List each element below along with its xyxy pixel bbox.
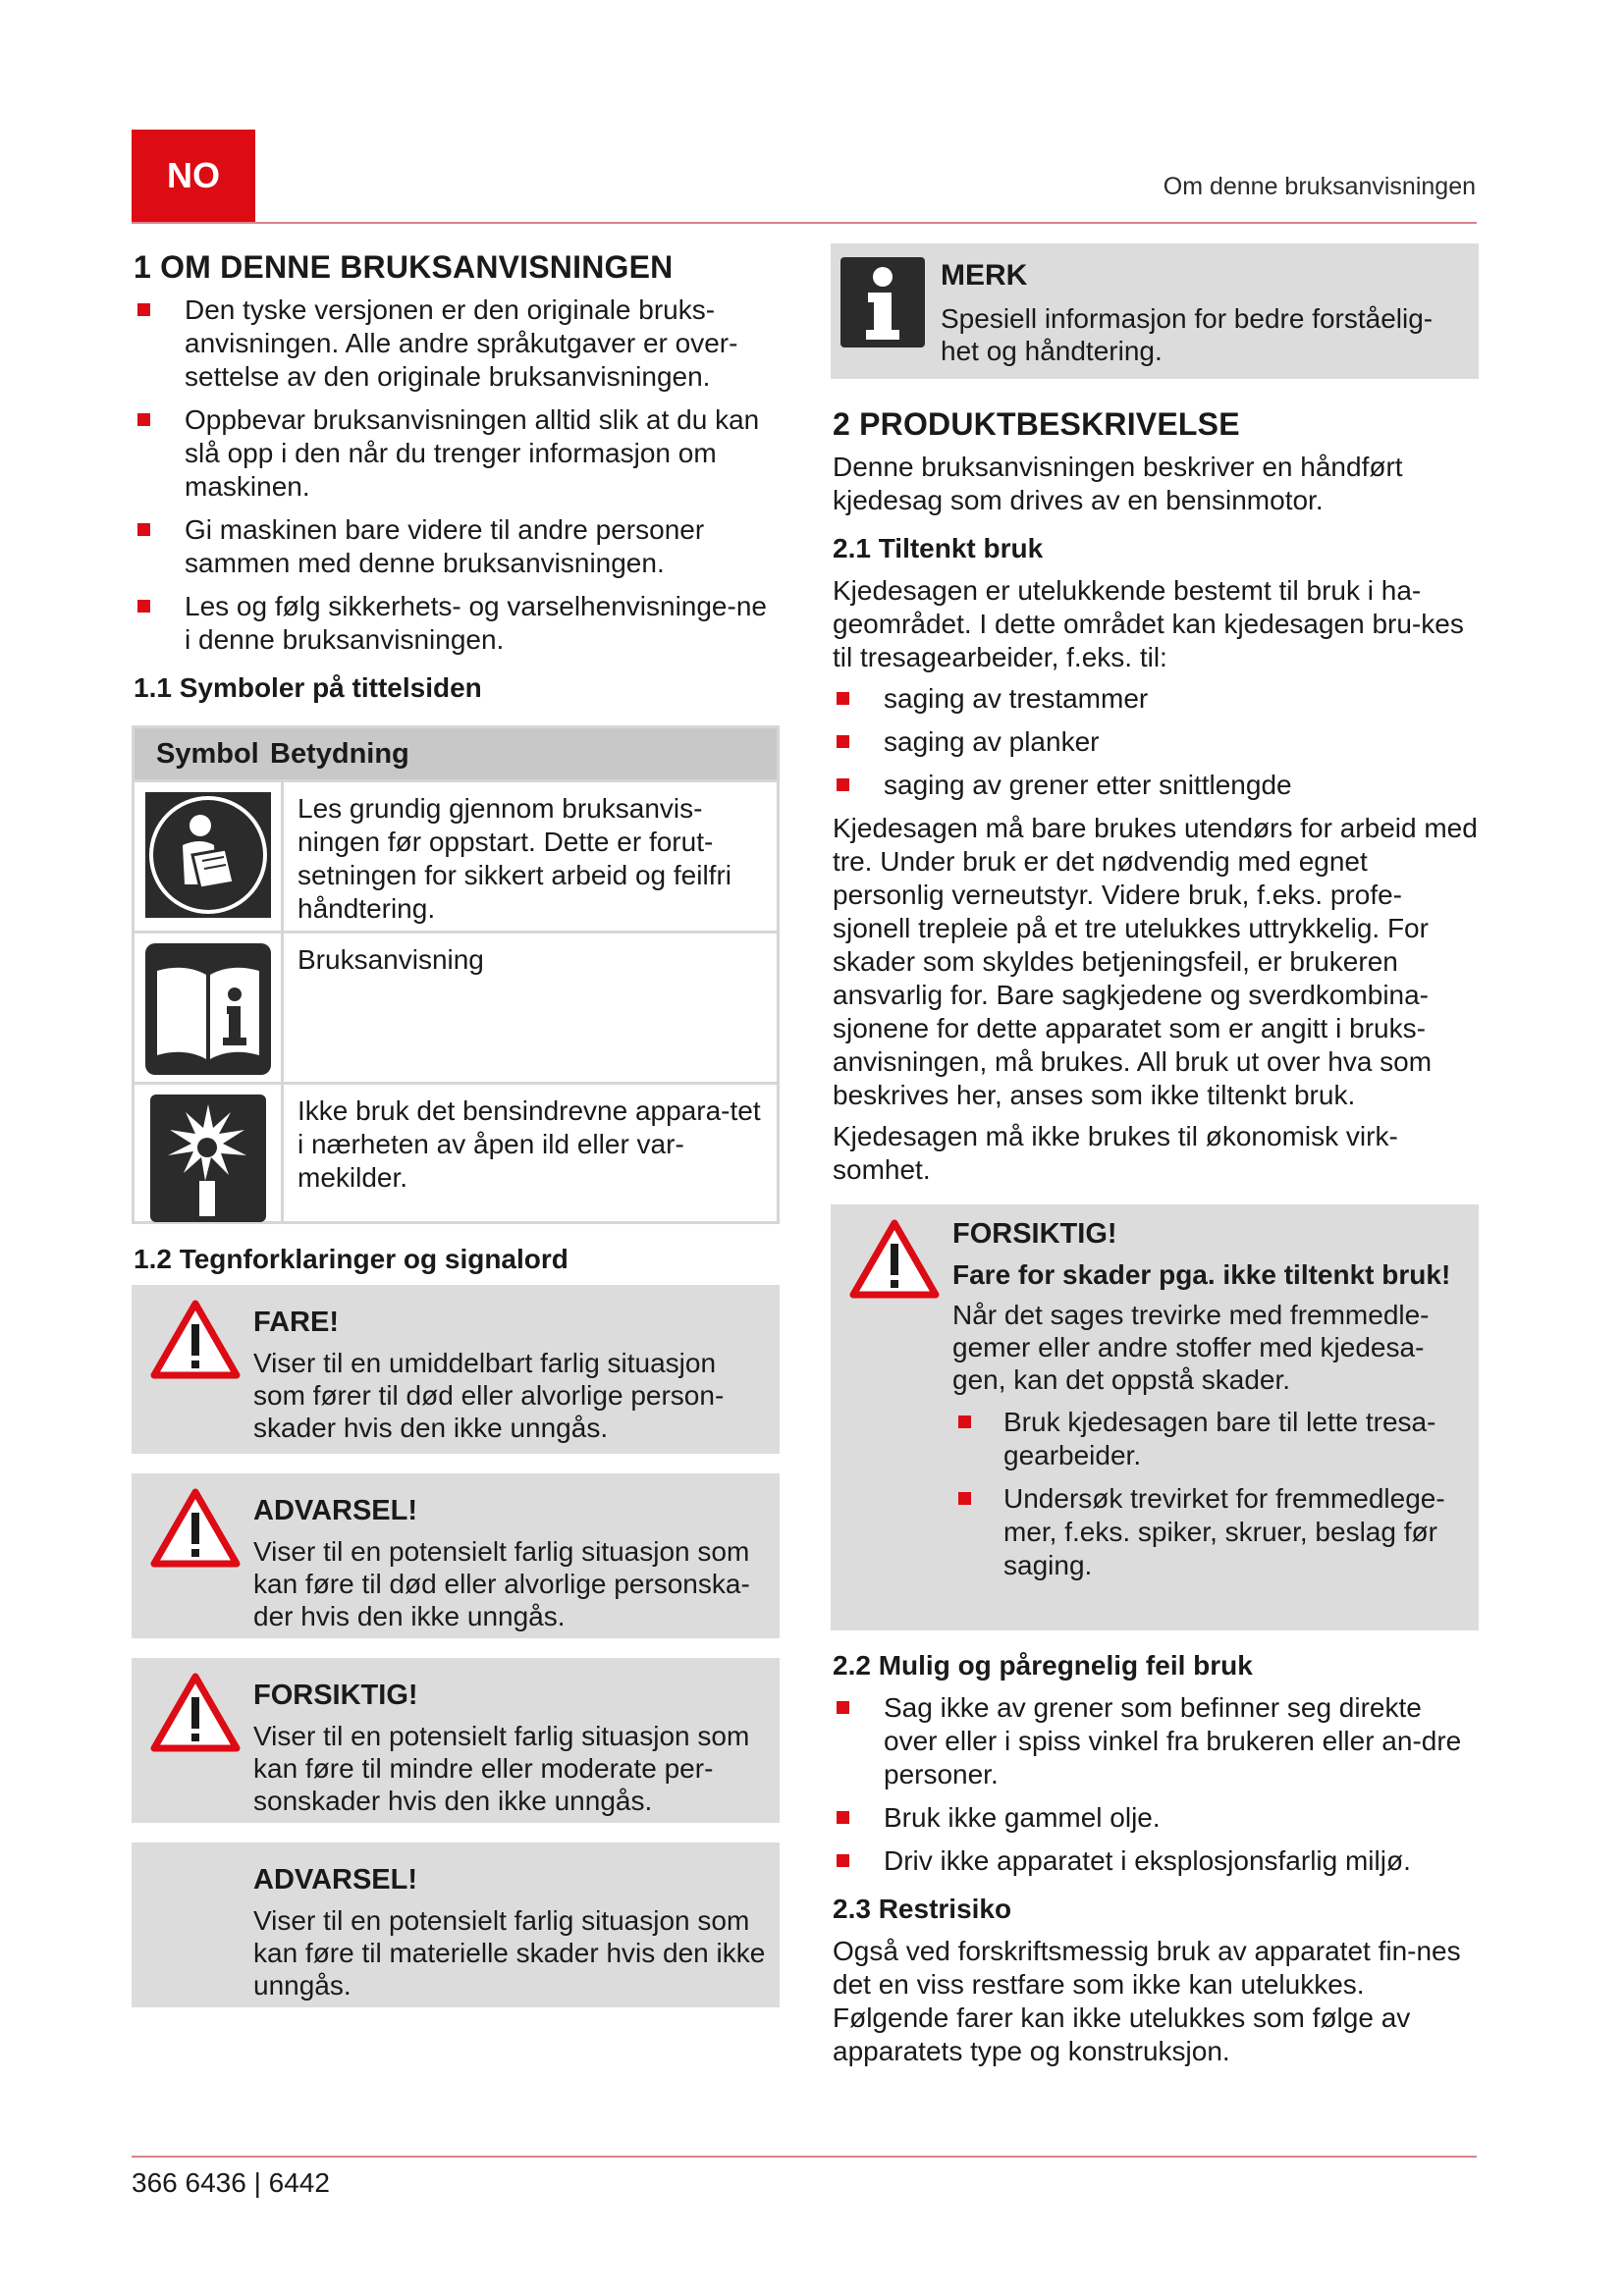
note-box xyxy=(831,243,1479,379)
notice-text: Når det sages trevirke med fremmedle-gemer eller andre stoffer med kjedesa-gen, kan det oppstå skader. xyxy=(952,1300,1430,1395)
read-manual-icon xyxy=(145,792,271,918)
list-item: saging av planker xyxy=(831,725,1479,759)
section-2-intro: Denne bruksanvisningen beskriver en håndført kjedesag som drives av en bensinmotor. xyxy=(833,452,1403,515)
signal-word: FORSIKTIG! xyxy=(253,1680,418,1711)
list-item: saging av trestammer xyxy=(831,682,1479,716)
paragraph: Kjedesagen er utelukkende bestemt til bruk i ha-geområdet. I dette området kan kjedesagen bru-kes til tresagearbeider, f.eks. til: xyxy=(833,575,1464,672)
list-item: Gi maskinen bare videre til andre personer sammen med denne bruksanvisningen. xyxy=(132,513,780,580)
section-1-bullets xyxy=(132,294,780,657)
info-icon xyxy=(840,257,925,347)
section-2-1-title: 2.1 Tiltenkt bruk xyxy=(833,533,1044,563)
notice-bullets xyxy=(952,1406,1465,1582)
warning-triangle-icon xyxy=(150,1299,241,1379)
section-2-3-title: 2.3 Restrisiko xyxy=(833,1894,1012,1924)
section-2-2-title: 2.2 Mulig og påregnelig feil bruk xyxy=(833,1650,1253,1681)
header-meaning: Betydning xyxy=(270,737,409,770)
danger-notice xyxy=(132,1285,780,1454)
notice-text: Viser til en umiddelbart farlig situasjon som fører til død eller alvorlige person-skader hvis den ikke unngås. xyxy=(253,1348,725,1443)
notice-text: Viser til en potensielt farlig situasjon som kan føre til død eller alvorlige personska-der hvis den ikke unngås. xyxy=(253,1536,750,1631)
section-1-1-title: 1.1 Symboler på tittelsiden xyxy=(134,672,482,703)
list-item: Den tyske versjonen er den originale bruks-anvisningen. Alle andre språkutgaver er over-settelse av den originale bruksanvisningen. xyxy=(132,294,780,394)
note-title: MERK xyxy=(941,259,1028,292)
header-rule xyxy=(132,222,1477,224)
misuse-bullets xyxy=(831,1691,1479,1878)
list-item: Les og følg sikkerhets- og varselhenvisninge-ne i denne bruksanvisningen. xyxy=(132,590,780,657)
list-item: saging av grener etter snittlengde xyxy=(831,769,1479,802)
symbol-meaning: Bruksanvisning xyxy=(298,944,484,975)
signal-word: ADVARSEL! xyxy=(253,1495,418,1526)
paragraph: Også ved forskriftsmessig bruk av apparatet fin-nes det en viss restfare som ikke kan utelukkes. Følgende farer kan ikke utelukkes som følge av apparatets type og konstruksjon. xyxy=(833,1936,1461,2066)
no-open-fire-icon xyxy=(150,1095,266,1222)
symbol-table xyxy=(132,725,780,1224)
symbol-meaning: Ikke bruk det bensindrevne appara-tet i nærheten av åpen ild eller var-mekilder. xyxy=(298,1095,761,1193)
signal-word: FORSIKTIG! xyxy=(952,1218,1117,1250)
warning-triangle-icon xyxy=(150,1487,241,1568)
section-2-title: 2 PRODUKTBESKRIVELSE xyxy=(833,406,1240,442)
list-item: Driv ikke apparatet i eksplosjonsfarlig miljø. xyxy=(831,1844,1479,1878)
paragraph: Kjedesagen må bare brukes utendørs for arbeid med tre. Under bruk er det nødvendig med egnet personlig verneutstyr. Videre bruk, f.eks. profe-sjonell trepleie på et tre utelukkes uttrykkelig. For skader som skyldes betjeningsfeil, er brukeren ansvarlig for. Bare sagkjedene og sverdkombina-sjonene for dette apparatet som er angitt i bruks-anvisningen, må brukes. All bruk ut over hva som beskrives her, anses som ikke tiltenkt bruk. xyxy=(833,813,1478,1110)
signal-word: FARE! xyxy=(253,1307,339,1338)
warning-notice xyxy=(132,1473,780,1638)
notice-subtitle: Fare for skader pga. ikke tiltenkt bruk! xyxy=(952,1259,1451,1290)
header-title: Om denne bruksanvisningen xyxy=(1163,173,1476,200)
table-row xyxy=(135,779,777,931)
manual-book-icon xyxy=(145,943,271,1075)
list-item: Undersøk trevirket for fremmedlege-mer, f.eks. spiker, skruer, beslag før saging. xyxy=(952,1482,1465,1582)
document-number: 366 6436 | 6442 xyxy=(132,2167,330,2198)
property-damage-notice xyxy=(132,1842,780,2007)
header-symbol: Symbol xyxy=(156,737,259,770)
section-1-title: 1 OM DENNE BRUKSANVISNINGEN xyxy=(134,249,674,285)
caution-notice xyxy=(132,1658,780,1823)
notice-text: Viser til en potensielt farlig situasjon som kan føre til materielle skader hvis den ikke unngås. xyxy=(253,1905,766,2001)
list-item: Bruk ikke gammel olje. xyxy=(831,1801,1479,1835)
warning-triangle-icon xyxy=(150,1672,241,1752)
footer-rule xyxy=(132,2156,1477,2158)
left-column xyxy=(132,243,780,2027)
table-row xyxy=(135,931,777,1082)
warning-triangle-icon xyxy=(849,1218,940,1299)
signal-word: ADVARSEL! xyxy=(253,1864,418,1896)
language-tab: NO xyxy=(132,130,255,222)
list-item: Oppbevar bruksanvisningen alltid slik at du kan slå opp i den når du trenger informasjon om maskinen. xyxy=(132,403,780,504)
caution-notice xyxy=(831,1204,1479,1630)
symbol-table-header xyxy=(135,728,777,779)
right-column xyxy=(831,243,1479,2076)
symbol-meaning: Les grundig gjennom bruksanvis-ningen før oppstart. Dette er forut-setningen for sikkert arbeid og feilfri håndtering. xyxy=(298,793,731,924)
intended-use-bullets xyxy=(831,682,1479,802)
table-row xyxy=(135,1082,777,1221)
section-1-2-title: 1.2 Tegnforklaringer og signalord xyxy=(134,1244,568,1274)
list-item: Sag ikke av grener som befinner seg direkte over eller i spiss vinkel fra brukeren eller an-dre personer. xyxy=(831,1691,1479,1791)
notice-text: Viser til en potensielt farlig situasjon som kan føre til mindre eller moderate per-sonskader hvis den ikke unngås. xyxy=(253,1721,750,1816)
list-item: Bruk kjedesagen bare til lette tresa-gearbeider. xyxy=(952,1406,1465,1472)
note-text: Spesiell informasjon for bedre forståelig-het og håndtering. xyxy=(941,303,1434,366)
paragraph: Kjedesagen må ikke brukes til økonomisk virk-somhet. xyxy=(833,1121,1398,1185)
